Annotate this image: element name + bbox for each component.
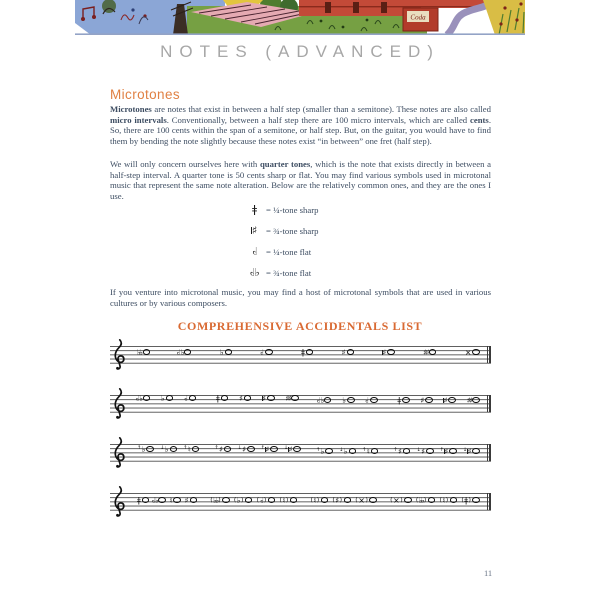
accidental-note: ↓ ♯ xyxy=(416,448,433,455)
accidental-note: ♯ xyxy=(382,349,394,356)
final-barline-thin xyxy=(487,395,488,412)
accidental-note: ǂ xyxy=(301,349,313,356)
text-run: . So, there are 100 cents within the span of a semitone, or half step. But, on the guitar, you would have to find them by bending the note slightly because these notes exist “in between” one fret (half step). xyxy=(110,114,491,147)
whole-note xyxy=(347,349,355,355)
banner-illustration xyxy=(75,0,525,35)
accidental-note: ♮ xyxy=(170,497,181,504)
whole-note xyxy=(222,497,230,503)
whole-note xyxy=(221,395,229,401)
accidental-note: ♭ xyxy=(365,397,377,404)
legend-row xyxy=(247,241,318,262)
staff-1 xyxy=(110,346,491,364)
accidental-note: × xyxy=(465,349,480,356)
accidental-note: ♭ xyxy=(342,397,354,404)
accidental-note: ↓ ♯ xyxy=(237,446,254,453)
page-number: 11 xyxy=(484,568,493,578)
whole-note xyxy=(142,497,150,503)
banner-sign-text: Coda xyxy=(410,13,426,22)
text-run: cents xyxy=(469,114,489,125)
whole-note xyxy=(158,497,166,503)
whole-note xyxy=(166,395,174,401)
page-title: NOTES (ADVANCED) xyxy=(160,42,440,61)
accidental-note: ↑ ♯ xyxy=(261,446,278,453)
final-barline-thick xyxy=(489,444,491,461)
whole-note xyxy=(270,446,278,452)
staff-items xyxy=(137,444,480,455)
three-quarter-flat-icon: ♭♭ xyxy=(250,266,259,279)
whole-note xyxy=(428,497,436,503)
whole-note xyxy=(403,448,411,454)
whole-note xyxy=(429,349,437,355)
whole-note xyxy=(146,446,154,452)
accidental-note: ↑ ♯ xyxy=(440,448,457,455)
final-barline-thick xyxy=(489,493,491,510)
whole-note xyxy=(450,497,458,503)
whole-note xyxy=(224,446,232,452)
accidental-note: ( ♮ ) xyxy=(310,497,328,504)
whole-note xyxy=(173,497,181,503)
whole-note xyxy=(472,497,480,503)
staff-3 xyxy=(110,444,491,462)
final-barline-thick xyxy=(489,346,491,363)
whole-note xyxy=(387,349,395,355)
text-run: are notes that exist in between a half step (smaller than a semitone). These notes are also called xyxy=(151,104,491,114)
final-barline-thin xyxy=(487,493,488,510)
staff-items xyxy=(137,493,480,504)
treble-clef-icon xyxy=(109,486,128,517)
treble-clef-icon xyxy=(109,339,128,370)
accidental-note: ( ♮ ) xyxy=(279,497,297,504)
whole-note xyxy=(472,349,480,355)
whole-note xyxy=(290,497,298,503)
accidental-note: ♯ xyxy=(239,395,251,402)
paragraph-microtones-intro xyxy=(110,104,491,147)
whole-note xyxy=(190,497,198,503)
accidental-note: ǂ xyxy=(216,395,228,402)
whole-note xyxy=(265,349,273,355)
whole-note xyxy=(349,448,357,454)
whole-note xyxy=(347,397,355,403)
whole-note xyxy=(325,448,333,454)
accidental-note: ♭ xyxy=(161,395,173,402)
accidental-note: ( × ) xyxy=(390,497,412,504)
accidental-note: ♭ xyxy=(260,349,272,356)
accidental-note: ♯ xyxy=(420,397,432,404)
staff-2 xyxy=(110,395,491,413)
accidental-note: ǂ xyxy=(137,497,149,504)
whole-note xyxy=(306,349,314,355)
final-barline-thin xyxy=(487,346,488,363)
accidental-note: ♯♯ xyxy=(285,395,298,402)
quarter-flat-icon: ♭ xyxy=(251,245,258,258)
whole-note xyxy=(247,446,255,452)
staff-items xyxy=(137,395,480,404)
whole-note xyxy=(189,395,197,401)
accidental-note: ( ♮ ) xyxy=(439,497,457,504)
final-barline-thick xyxy=(489,395,491,412)
accidental-note: ǂ xyxy=(397,397,409,404)
accidental-note: ↓ ♭ xyxy=(160,446,177,453)
quarter-tone-symbol-legend xyxy=(247,199,318,283)
text-run: , which is the note that exists directly in between a half-step interval. A quarter tone is 50 cents sharp or flat. You may find various symbols used in microtonal music that represent the same note alteration. Below are the relatively common ones, and they are the ones I use. xyxy=(110,159,491,202)
whole-note xyxy=(291,395,299,401)
staff-items xyxy=(137,346,480,356)
treble-clef-icon xyxy=(109,437,128,468)
accidental-note: ↑ ♭ xyxy=(137,446,154,453)
whole-note xyxy=(370,397,378,403)
accidental-note: ( × ) xyxy=(355,497,377,504)
accidental-note: ( ♭ ) xyxy=(233,497,252,504)
staff-4 xyxy=(110,493,491,511)
accidental-note: ♯♯ xyxy=(423,349,436,356)
accidental-note: ♯ xyxy=(444,397,456,404)
accidental-note: ♭ xyxy=(184,395,196,402)
accidental-note: ↑ ♭ xyxy=(316,448,333,455)
legend-row xyxy=(247,220,318,241)
text-run: quarter tones xyxy=(259,159,311,169)
accidental-note: ♯ xyxy=(342,349,354,356)
whole-note xyxy=(267,395,275,401)
whole-note xyxy=(324,397,332,403)
final-barline-thin xyxy=(487,444,488,461)
accidental-note: ( ♭ ) xyxy=(256,497,275,504)
three-quarter-sharp-icon: ♯ xyxy=(251,224,258,237)
accidental-note: ♭♭ xyxy=(318,397,331,404)
paragraph-microtonal-cultures xyxy=(110,287,491,308)
accidental-note: ( ♭♭ ) xyxy=(415,497,435,504)
whole-note xyxy=(371,448,379,454)
accidental-note: ( ♯ ) xyxy=(332,497,351,504)
whole-note xyxy=(293,446,301,452)
accidental-note: ♭♭ xyxy=(137,349,150,356)
paragraph-quarter-tones xyxy=(110,159,491,202)
section-heading-microtones: Microtones xyxy=(110,87,181,102)
whole-note xyxy=(225,349,233,355)
accidental-note: ♭♭ xyxy=(178,349,191,356)
accidental-note: ♯♯ xyxy=(467,397,480,404)
accidental-note: ↑ ♮ xyxy=(183,446,199,453)
accidental-note: ♭ xyxy=(220,349,232,356)
whole-note xyxy=(425,397,433,403)
legend-label: = ¼-tone sharp xyxy=(266,204,319,215)
accidental-note: ♭♭ xyxy=(153,497,166,504)
whole-note xyxy=(449,448,457,454)
whole-note xyxy=(143,349,151,355)
text-run: micro intervals xyxy=(110,114,167,125)
legend-row xyxy=(247,199,318,220)
accidental-note: ( ǂ ) xyxy=(461,497,480,504)
whole-note xyxy=(369,497,377,503)
whole-note xyxy=(404,497,412,503)
whole-note xyxy=(170,446,178,452)
accidental-note: ↓ ♯ xyxy=(284,446,301,453)
accidental-note: ↑ ♯ xyxy=(393,448,410,455)
whole-note xyxy=(184,349,192,355)
whole-note xyxy=(143,395,151,401)
accidental-note: ♭♭ xyxy=(137,395,150,402)
text-run: If you venture into microtonal music, you may find a host of microtonal symbols that are used in various cultures or by various composers. xyxy=(110,287,491,308)
whole-note xyxy=(268,497,276,503)
banner-artwork xyxy=(75,0,525,35)
whole-note xyxy=(344,497,352,503)
section-heading-accidentals-list: COMPREHENSIVE ACCIDENTALS LIST xyxy=(177,319,423,333)
accidental-note: ↑ ♮ xyxy=(362,448,378,455)
legend-label: = ¾-tone flat xyxy=(266,267,312,278)
accidental-note: ↑ ♯ xyxy=(214,446,231,453)
whole-note xyxy=(245,497,253,503)
text-run: We will only concern ourselves here with xyxy=(110,159,260,169)
accidental-note: ♯ xyxy=(262,395,274,402)
whole-note xyxy=(244,395,252,401)
text-run: Microtones xyxy=(110,104,152,114)
quarter-sharp-icon: ǂ xyxy=(251,203,258,216)
legend-label: = ¾-tone sharp xyxy=(266,225,319,236)
whole-note xyxy=(472,448,480,454)
legend-row xyxy=(247,262,318,283)
accidental-note: ♯ xyxy=(185,497,197,504)
whole-note xyxy=(321,497,329,503)
accidental-note: ↓ ♯ xyxy=(463,448,480,455)
whole-note xyxy=(192,446,200,452)
legend-label: = ¼-tone flat xyxy=(266,246,312,257)
accidental-note: ↓ ♭ xyxy=(339,448,356,455)
accidental-note: ( ♭♭ ) xyxy=(210,497,230,504)
whole-note xyxy=(448,397,456,403)
whole-note xyxy=(402,397,410,403)
treble-clef-icon xyxy=(109,388,128,419)
whole-note xyxy=(426,448,434,454)
whole-note xyxy=(472,397,480,403)
text-run: . Conventionally, between a half step there are 100 micro intervals, which are called xyxy=(166,114,470,125)
